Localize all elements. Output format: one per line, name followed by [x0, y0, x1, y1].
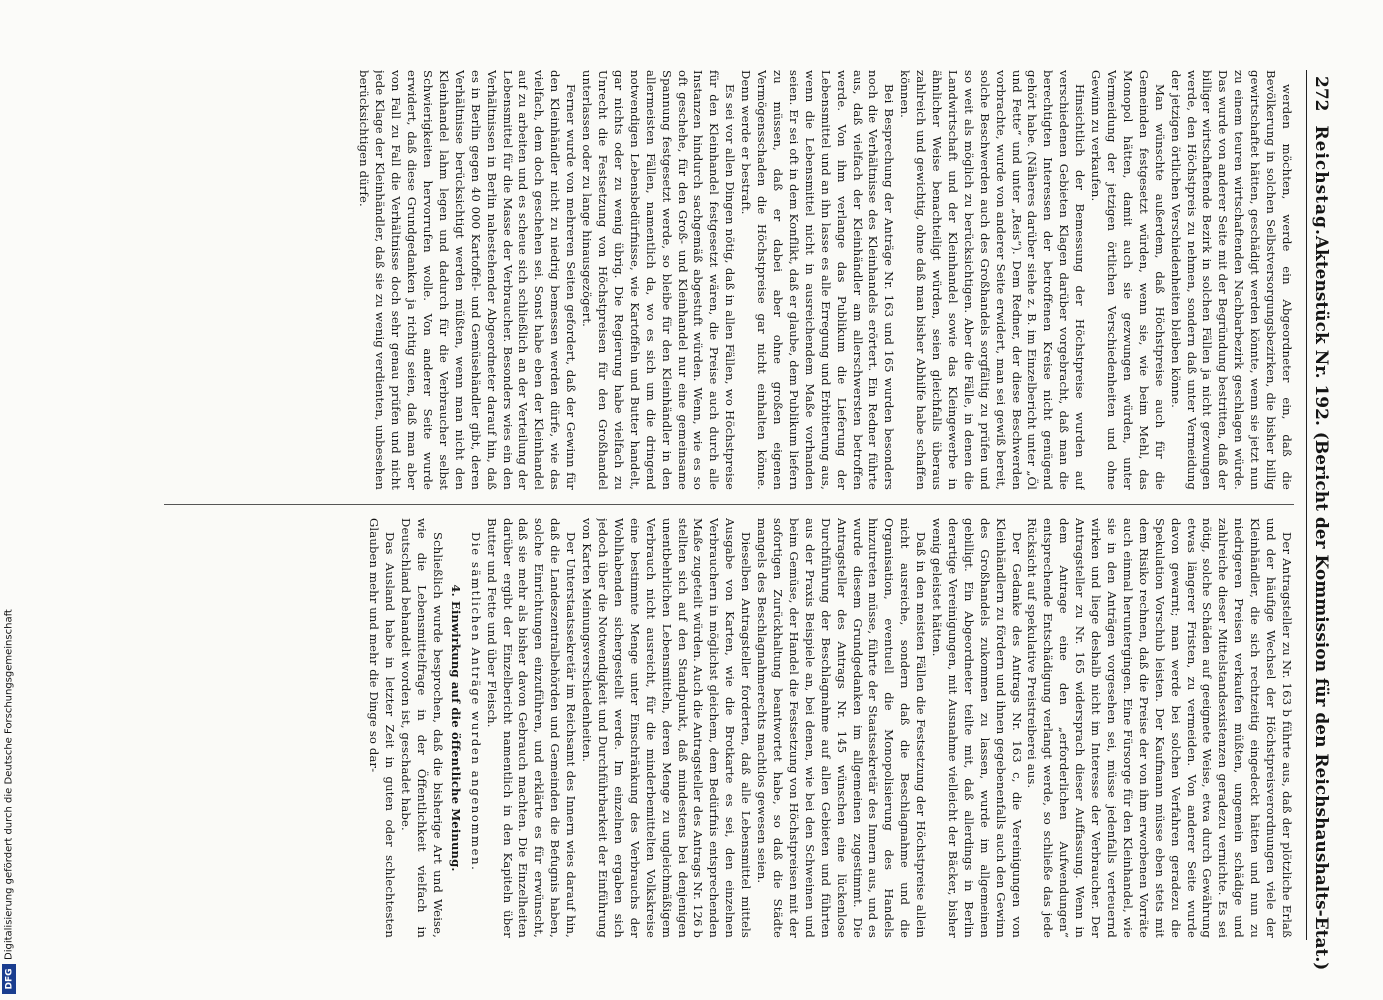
section-heading: 4. Einwirkung auf die öffentliche Meinung.	[448, 584, 463, 872]
paragraph: Es sei vor allen Dingen nötig, daß in allen Fällen, wo Höchstpreise für den Kleinhandel festgesetzt wären, die Preise auch durch alle Instanzen hindurch sachgemäß abgestuft würden. Wenn, wie es so oft geschehe, für den Groß- und Kleinhandel nur eine gemeinsame Spannung festgesetzt werde, so bleibe für den Kleinhändler in den allermeisten Fällen, namentlich da, wo es sich um die dringend notwendigen Lebensbedürfnisse, wie Kartoffeln und Butter handelt, gar nichts oder zu wenig übrig. Die Regierung habe vielfach zu Unrecht die Festsetzung von Höchstpreisen für den Großhandel unterlassen oder zu lange hinausgezögert.	[580, 70, 738, 490]
page-number: 272	[1311, 76, 1331, 112]
paragraph: Ferner wurde von mehreren Seiten gefordert, daß der Gewinn für den Kleinhändler nicht zu niedrig bemessen werden dürfe, wie das vielfach, dem doch geschehen sei. Sonst habe eben der Kleinhandel auf zu arbeiten und es scheue sich schließlich an der Verteilung der Lebensmittel für die Masse der Verbraucher. Besonders wies ein den Verhältnissen in Berlin nahestehender Abgeordneter darauf hin, daß es in Berlin gegen 40 000 Kartoffel- und Gemüsehändler gibt, deren Verhältnisse berücksichtigt werden müßten, wenn man nicht den Kleinhandel lahm legen und dadurch für die Verbraucher selbst Schwierigkeiten hervorrufen wolle. Von anderer Seite wurde erwidert, daß diese Grundgedanken ja richtig seien, daß man aber von Fall zu Fall die Verhältnisse doch sehr genau prüfen und nicht jede Klage der Kleinhändler, daß sie zu wenig verdienten, unbesehen berücksichtigen dürfe.	[357, 70, 579, 490]
paragraph: Die sämtlichen Anträge wurden angenommen.	[468, 532, 483, 872]
paragraph: Dieselben Antragsteller forderten, daß alle Lebensmittel mittels Ausgabe von Karten, wie die Brotkarte es sei, den einzelnen Verbrauchern in möglichst gleichem, dem Bedürfnis entsprechenden Maße zugeteilt würden. Auch die Antragsteller des Antrags Nr. 126 b stellten sich auf den Standpunkt, daß mindestens bei denjenigen unentbehrlichen Lebensmitteln, deren Menge zu ungleichmäßigem Verbrauch nicht ausreicht, für die minderbemittelten Volkskreise eine bestimmte Menge unter Einschränkung des Verbrauchs der Wohlhabenden sichergestellt werde. Im einzelnen ergaben sich jedoch über die Notwendigkeit und Durchführbarkeit der Einführung von Karten Meinungsverschiedenheiten.	[580, 518, 754, 938]
paragraph: Der Gedanke des Antrags Nr. 163 c, die Vereinigungen von Kleinhändlern zu fördern und ihnen gegebenenfalls auch den Gewinn des Großhandels zukommen zu lassen, wurde im allgemeinen gebilligt. Ein Abgeordneter teilte mit, daß allerdings in Berlin derartige Vereinigungen, mit Ausnahme vielleicht der Bäcker, bisher wenig geleistet hätten.	[930, 518, 1024, 938]
journal-name: Reichstag.	[1311, 125, 1331, 236]
digitization-sidebar	[0, 0, 18, 1000]
text-column-right	[124, 518, 1294, 938]
paragraph: Hinsichtlich der Bemessung der Höchstpreise wurden auf verschiedenen Gebieten Klagen darüber vorgebracht, daß man die berechtigten Interessen der betroffenen Kreise nicht genügend gehört habe. (Näheres darüber siehe z. B. im Einzelbericht unter „Öl und Fette“ und unter „Reis“). Dem Redner, der diese Beschwerden vorbrachte, wurde von anderer Seite erwidert, man sei gewiß bereit, solche Beschwerden auch des Großhandels sorgfältig zu prüfen und so weit als möglich zu berücksichtigen. Aber die Fälle, in denen die Landwirtschaft und der Kleinhandel sowie das Kleingewerbe in ähnlicher Weise benachteiligt würden, seien gleichfalls überaus zahlreich und gewichtig, ohne daß man bisher Abhilfe habe schaffen können.	[898, 70, 1088, 490]
paragraph: Der Unterstaatssekretär im Reichsamt des Innern wies darauf hin, daß die Landeszentralbehörden und Gemeinden die Befugnis haben, solche Einrichtungen einzuführen, und erklärte es für erwünscht, daß sie mehr als bisher davon Gebrauch machten. Die Einzelheiten darüber ergibt der Einzelbericht namentlich in den Kapiteln über Butter und Fette und über Fleisch.	[484, 518, 579, 938]
paragraph: Man wünschte außerdem, daß Höchstpreise auch für die Gemeinden festgesetzt würden, wenn sie, wie beim Mehl, das Monopol hätten, damit auch sie gezwungen würden, unter Vermeidung der jetzigen örtlichen Verschiedenheiten und ohne Gewinn zu verkaufen.	[1089, 70, 1167, 490]
dfg-logo	[2, 964, 16, 994]
paragraph: Der Antragsteller zu Nr. 163 b führte aus, daß der plötzliche Erlaß und der häufige Wechsel der Höchstpreisverordnungen viele der Kleinhändler, die sich rechtzeitig eingedeckt hätten und nun zu niedrigeren Preisen verkaufen müßten, ungemein schädige und zahlreiche dieser Mittelstandsexistenzen geradezu vernichte. Es sei nötig, solche Schäden auf geeignete Weise, etwa durch Gewährung etwas längerer Fristen, zu vermeiden. Von anderer Seite wurde davon gewarnt; man werde bei solchen Verfahren geradezu die Spekulation Vorschub leisten. Der Kaufmann müsse eben stets mit dem Risiko rechnen, daß die Preise der von ihm erworbenen Vorräte auch einmal heruntergingen. Eine Fürsorge für den Kleinhandel, wie sie in den Anträgen vorgesehen sei, müsse jedenfalls verteuernd wirken und liege deshalb nicht im Interesse der Verbraucher. Der Antragsteller zu Nr. 165 widersprach dieser Auffassung. Wenn in dem Antrage eine den „erforderlichen Aufwendungen“ entsprechende Entschädigung verlangt werde, so schließe das jede Rücksicht auf spekulative Preistreiberei aus.	[1025, 518, 1294, 938]
page-header	[1306, 70, 1340, 971]
dfg-logo-text: DFG	[4, 968, 15, 990]
paragraph: Bei Besprechung der Anträge Nr. 163 und 165 wurden besonders noch die Verhältnisse des Kleinhandels erörtert. Ein Redner führte aus, daß vielfach der Kleinhändler am allerschwersten betroffen werde. Von ihm verlange das Publikum die Lieferung der Lebensmittel und an ihn lasse es alle Erregung und Erbitterung aus, wenn die Lebensmittel nicht in ausreichendem Maße vorhanden seien. Er sei oft in dem Konflikt, daß er glaube, dem Publikum liefern zu müssen, daß er dabei aber ohne großen eigenen Vermögensschaden die Höchstpreise gar nicht einhalten könne. Denn werde er bestraft.	[739, 70, 897, 490]
text-column-left	[124, 70, 1294, 490]
paragraph: Schließlich wurde besprochen, daß die bisherige Art und Weise, wie die Lebensmittelfrage in der Öffentlichkeit vielfach in Deutschland behandelt worden ist, geschadet habe.	[399, 518, 445, 938]
scanned-page	[110, 70, 1340, 971]
page-title: Aktenstück Nr. 192. (Bericht der Kommission für den Reichshaushalts-Etat.)	[1311, 235, 1331, 971]
rotated-page-content	[110, 70, 1340, 971]
column-divider	[164, 504, 1294, 505]
paragraph: werden möchten, werde ein Abgeordneter ein, daß die Bevölkerung in solchen Selbstversorgungsbezirken, die bisher billig gewirtschaftet hätten, geschädigt werden könnte, wenn sie jetzt nun zu einem teuren wirtschaftenden Nachbarbezirk geschlagen würde. Das wurde von anderer Seite mit der Begründung bestritten, daß der billiger wirtschaftende Bezirk in solchen Fällen ja nicht gezwungen werde, den Höchstpreis zu nehmen, sondern daß unter Vermeidung der jetzigen örtlichen Verschiedenheiten bleiben könne.	[1168, 70, 1294, 490]
paragraph: Daß in den meisten Fällen die Festsetzung der Höchstpreise allein nicht ausreiche, sondern daß die Beschlagnahme und die Organisation, eventuell die Monopolisierung des Handels hinzutreten müsse, führte der Staatssekretär des Innern aus, und es wurde diesem Grundgedanken im allgemeinen zugestimmt. Die Antragsteller des Antrags Nr. 145 wünschen eine lückenlose Durchführung der Beschlagnahme auf allen Gebieten und führten aus der Praxis Beispiele an, bei denen, wie bei den Schweinen und beim Gemüse, der Handel die Festsetzung von Höchstpreisen mit der sofortigen Zurückhaltung beantwortet habe, so daß die Städte mangels des Beschlagnahmerechts machtlos gewesen seien.	[755, 518, 929, 938]
paragraph: Das Ausland habe in letzter Zeit in guten oder schlechtesten Glauben mehr und mehr die Dinge so dar-	[367, 518, 398, 938]
digitization-note: Digitalisierung gefördert durch die Deutsche Forschungsgemeinschaft	[3, 609, 15, 960]
